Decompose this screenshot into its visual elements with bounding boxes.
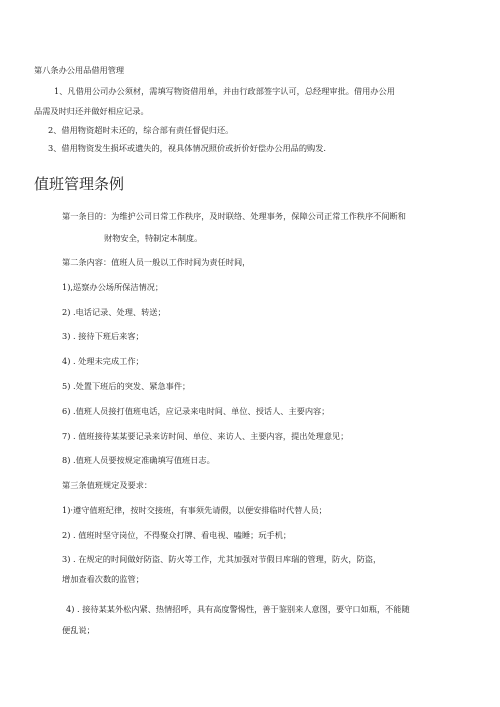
section8-title: 第八条办公用品借用管理	[34, 65, 125, 75]
duty-heading: 值班管理条例	[34, 175, 125, 193]
article1-line2: 财物安全，特制定本制度。	[104, 233, 203, 243]
article2-item-3: 3) . 接待下班后来客；	[62, 331, 144, 341]
article2-item-4: 4) . 处理未完成工作；	[62, 356, 144, 366]
section8-item3: 3、借用物资发生损坏或遗失的，视具体情况照价或折价好偿办公用品的购发.	[48, 143, 327, 153]
article3-item-3-line1: 3) . 在规定的时间做好防盗、防火等工作，尤其加强对节假日库瑞的管理，防火，防盗，	[62, 554, 382, 564]
article3-item-4-line1: 4) . 接待某某外松内紧、热情招呼，具有高度警惕性，善于鉴别来人意图，要守口如瓶，不能随	[66, 604, 410, 614]
section8-item1-line1: 1、凡借用公司办公须材，需填写物资借用单，并由行政部签字认可，总经理审批。借用办公用	[54, 86, 395, 96]
article3-item-1: 1)·遵守值班纪律，按时交接班，有事须先请假，以便安排临时代替人员；	[62, 505, 327, 515]
article2-item-1: 1),巡察办公场所保洁情况；	[62, 282, 164, 292]
article2-item-8: 8) .值班人员要按规定准确填写值班日志。	[62, 455, 215, 465]
article2-item-7: 7) . 值班接待某某要记录来访时间、单位、来访人、主要内容，提出处理意见；	[62, 431, 349, 441]
article3-item-4-line2: 便乱说；	[62, 625, 95, 635]
article2-item-2: 2) .电话记录、处理、转送；	[62, 307, 166, 317]
article2-item-6: 6) .值班人员接打值班电话，应记录来电时间、单位、授话人、主要内容；	[62, 406, 330, 416]
article1-line1: 第一条目的：为维护公司日常工作秩序，及时联络、处理事务，保障公司正常工作秩序不间断和	[62, 211, 406, 221]
section8-item2: 2、借用物资超时未还的，综合部有责任督促归还。	[48, 125, 234, 135]
article3-item-2: 2) . 值班时坚守岗位，不得聚众打牌、看电视、嗑睡；玩手机；	[62, 530, 292, 540]
article2-item-5: 5) .处置下班后的突发、紧急事件；	[62, 381, 191, 391]
article3-item-3-line2: 增加查看次数的监管；	[62, 574, 144, 584]
article2-intro: 第二条内容：值班人员一般以工作时间为责任时间，	[62, 257, 251, 267]
section8-item1-line2: 品需及时归还并做好相应记录。	[34, 106, 149, 116]
article3-intro: 第三条值班规定及要求：	[62, 480, 153, 490]
